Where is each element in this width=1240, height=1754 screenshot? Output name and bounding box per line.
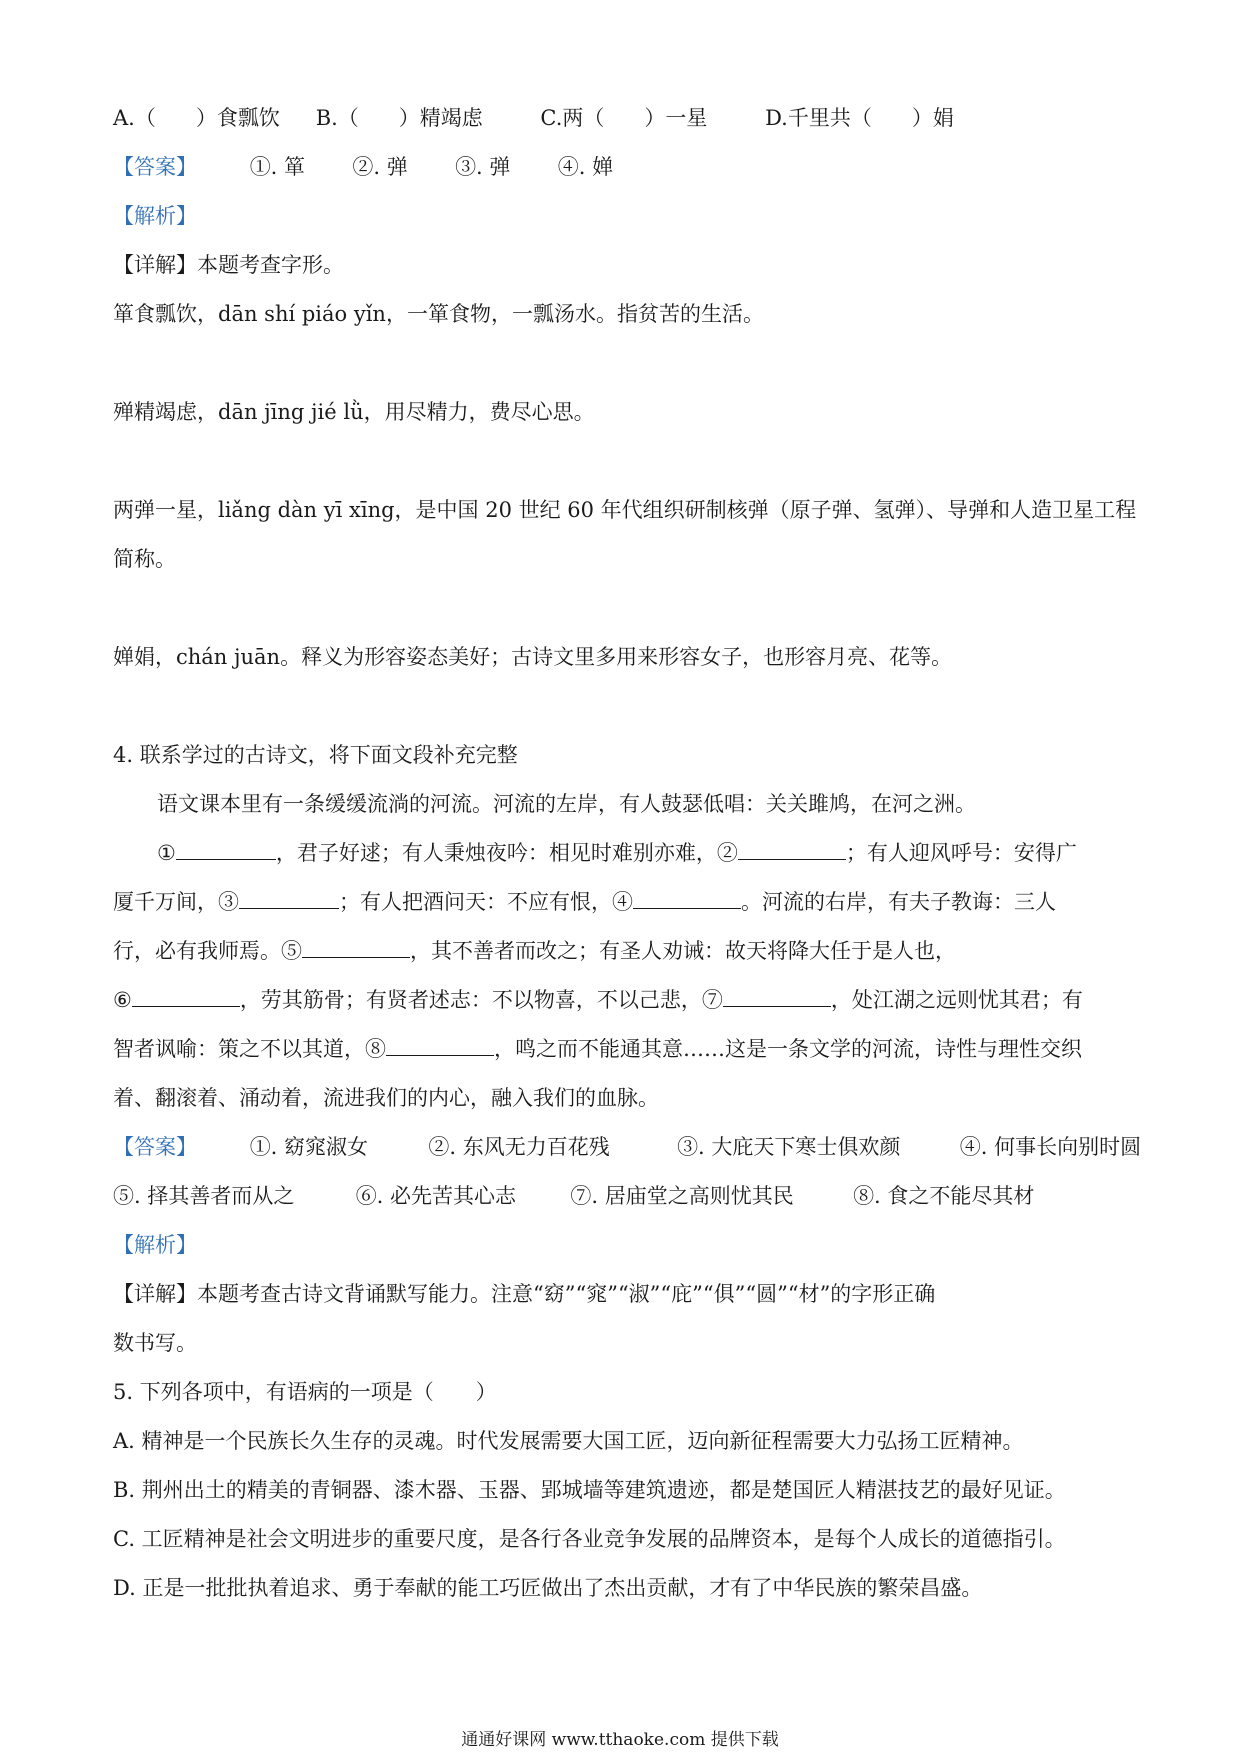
q4-answer-line-1 xyxy=(113,1132,1141,1162)
passage-line: 厦千万间，③ ；有人把酒问天：不应有恨，④ 。河流的右岸，有夫子教诲：三人 xyxy=(113,890,1056,914)
answer-item: ④. 何事长向别时圆 xyxy=(959,1135,1142,1159)
fill-blank xyxy=(633,888,741,909)
option-b: B. 荆州出土的精美的青铜器、漆木器、玉器、郢城墙等建筑遗迹，都是楚国匠人精湛技艺的最好见证。 xyxy=(113,1478,1066,1502)
question-5-title: 5. 下列各项中，有语病的一项是（ ） xyxy=(113,1380,497,1404)
passage-line: 语文课本里有一条缓缓流淌的河流。河流的左岸，有人鼓瑟低唱：关关雎鸠，在河之洲。 xyxy=(157,792,976,816)
fill-blank xyxy=(239,888,339,909)
option-a: A. 精神是一个民族长久生存的灵魂。时代发展需要大国工匠，迈向新征程需要大力弘扬工匠精神。 xyxy=(113,1429,1024,1453)
answer-item: ⑤. 择其善者而从之 xyxy=(113,1184,295,1208)
explanation-paragraph: 殚精竭虑，dān jīng jié lǜ，用尽精力，费尽心思。 xyxy=(113,400,595,424)
fill-blank xyxy=(176,839,276,860)
option-c: C. 工匠精神是社会文明进步的重要尺度，是各行各业竞争发展的品牌资本，是每个人成长的道德指引。 xyxy=(113,1527,1066,1551)
answer-item: ④. 婵 xyxy=(557,155,614,179)
detail-text: 数书写。 xyxy=(113,1331,197,1355)
explanation-paragraph: 箪食瓢饮，dān shí piáo yǐn，一箪食物，一瓢汤水。指贫苦的生活。 xyxy=(113,302,764,326)
answer-item: ⑦. 居庙堂之高则忧其民 xyxy=(570,1184,794,1208)
answer-item: ③. 弹 xyxy=(455,155,511,179)
explanation-paragraph: 两弹一星，liǎng dàn yī xīng，是中国 20 世纪 60 年代组织研制核弹（原子弹、氢弹）、导弹和人造卫星工程 xyxy=(113,498,1137,522)
fill-blank xyxy=(738,839,846,860)
answer-item: ⑧. 食之不能尽其材 xyxy=(853,1184,1035,1208)
answer-item: ⑥. 必先苦其心志 xyxy=(355,1184,517,1208)
q4-answer-line-2 xyxy=(113,1181,1034,1211)
passage-line: ① ，君子好逑；有人秉烛夜吟：相见时难别亦难，② ；有人迎风呼号：安得广 xyxy=(157,841,1077,865)
passage-line: ⑥ ，劳其筋骨；有贤者述志：不以物喜，不以己悲，⑦ ，处江湖之远则忧其君；有 xyxy=(113,988,1083,1012)
answer-item: ②. 东风无力百花残 xyxy=(428,1135,610,1159)
question-3-options xyxy=(113,103,954,133)
answer-item: ②. 弹 xyxy=(352,155,408,179)
fill-blank xyxy=(386,1035,494,1056)
explanation-paragraph: 简称。 xyxy=(113,547,176,571)
answer-item: ①. 窈窕淑女 xyxy=(249,1135,369,1159)
passage-line: 智者讽喻：策之不以其道，⑧ ，鸣之而不能通其意……这是一条文学的河流，诗性与理性交织 xyxy=(113,1037,1082,1061)
option-c: C.两（ ）一星 xyxy=(540,106,708,130)
detail-text: 【详解】本题考查字形。 xyxy=(113,253,344,277)
answer-item: ①. 箪 xyxy=(249,155,306,179)
detail-text: 【详解】本题考查古诗文背诵默写能力。注意“窈”“窕”“淑”“庇”“俱”“圆”“材”的字形正确 xyxy=(113,1282,936,1306)
fill-blank xyxy=(723,986,831,1007)
fill-blank xyxy=(302,937,410,958)
page-footer: 通通好课网 www.tthaoke.com 提供下载 xyxy=(461,1730,779,1750)
option-d: D.千里共（ ）娟 xyxy=(765,106,954,130)
answer-item: ③. 大庇天下寒士俱欢颜 xyxy=(677,1135,901,1159)
option-d: D. 正是一批批执着追求、勇于奉献的能工巧匠做出了杰出贡献，才有了中华民族的繁荣昌盛。 xyxy=(113,1576,983,1600)
fill-blank xyxy=(132,986,240,1007)
answer-tag: 【答案】 xyxy=(113,1135,197,1159)
analysis-tag: 【解析】 xyxy=(113,1233,197,1257)
option-a: A.（ ）食瓢饮 xyxy=(113,106,280,130)
question-4-title: 4. 联系学过的古诗文，将下面文段补充完整 xyxy=(113,743,518,767)
passage-line: 着、翻滚着、涌动着，流进我们的内心，融入我们的血脉。 xyxy=(113,1086,659,1110)
option-b: B.（ ）精竭虑 xyxy=(315,106,483,130)
passage-line: 行，必有我师焉。⑤ ，其不善者而改之；有圣人劝诫：故天将降大任于是人也， xyxy=(113,939,956,963)
explanation-paragraph: 婵娟，chán juān。释义为形容姿态美好；古诗文里多用来形容女子，也形容月亮、花等。 xyxy=(113,645,953,669)
answer-tag: 【答案】 xyxy=(113,155,197,179)
analysis-tag: 【解析】 xyxy=(113,204,197,228)
q3-answer-line xyxy=(113,152,613,182)
